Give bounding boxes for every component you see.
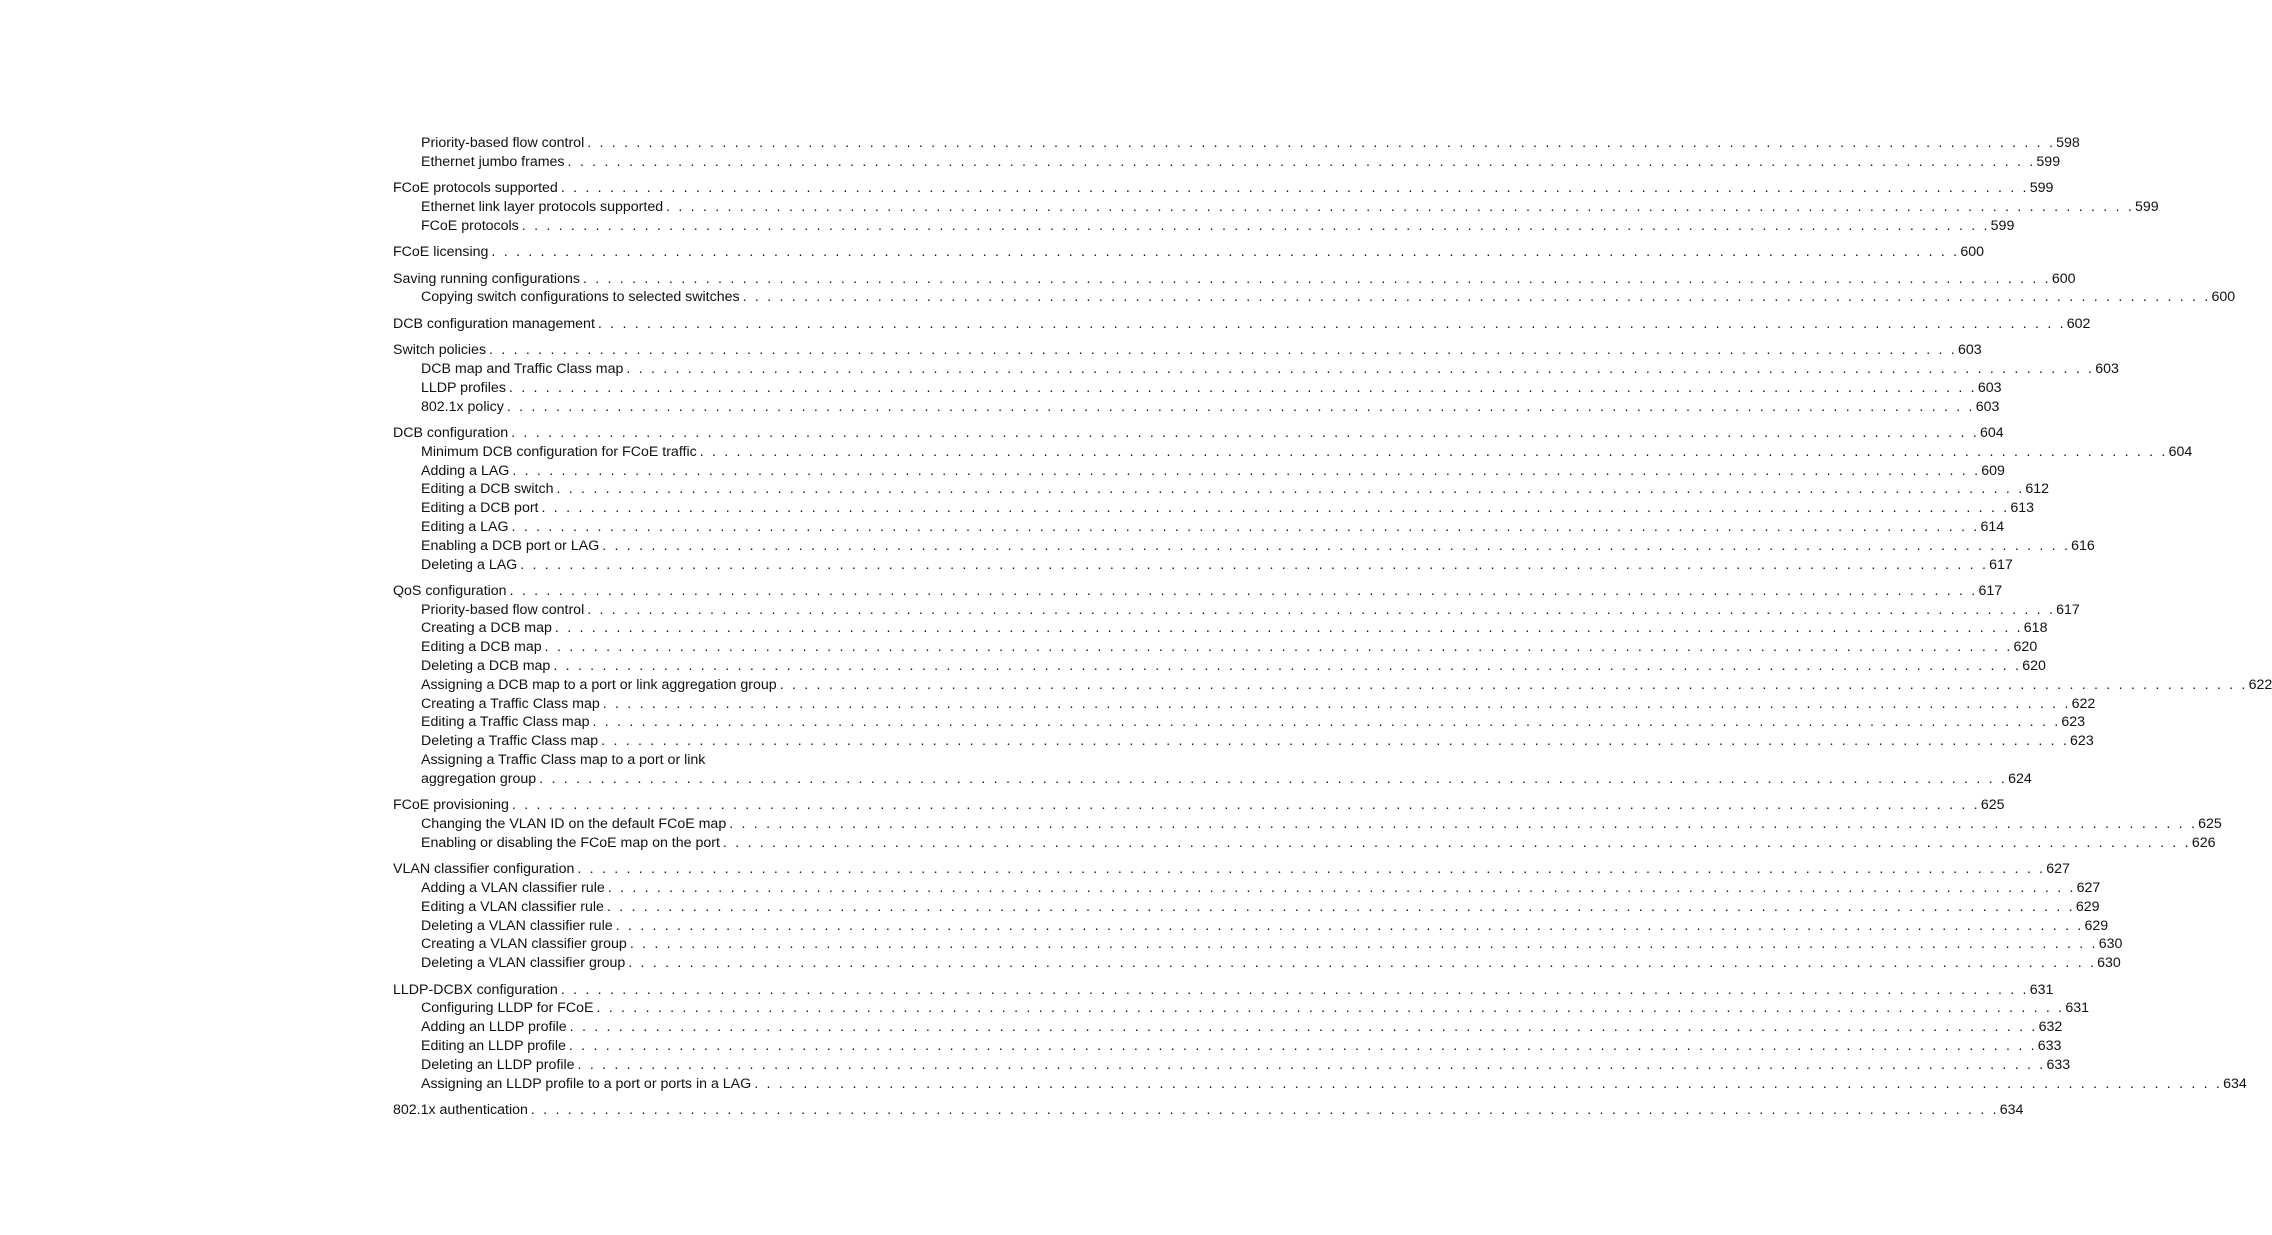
dot-leader: . . . . . . . . . . . . . . . . . . . . . . . . . . . . . . . . . . . . . . . . . . . . . . . . . . . . . . . . . . . . . . . . . . . . . . . . . . . . . . . . . . . . . . . . . . . . . . . . . . . . . . . . . . . . . . . . . . . . . . . .	[554, 620, 2023, 637]
toc-subentry[interactable]	[393, 815, 2222, 834]
toc-page-number: 630	[2098, 936, 2123, 953]
toc-entry-title: Creating a DCB map	[421, 620, 552, 637]
dot-leader: . . . . . . . . . . . . . . . . . . . . . . . . . . . . . . . . . . . . . . . . . . . . . . . . . . . . . . . . . . . . . . . . . . . . . . . . . . . . . . . . . . . . . . . . . . . . . . . . . . . . . . . . . . . . . . . . . . . . . . . .	[628, 955, 2097, 972]
toc-entry[interactable]	[393, 341, 1982, 360]
toc-entry-title: Deleting a LAG	[421, 556, 518, 573]
toc-entry[interactable]	[393, 582, 2003, 601]
toc-group	[393, 243, 1984, 262]
toc-entry-title: Deleting a VLAN classifier group	[421, 955, 626, 972]
toc-page-number: 622	[2248, 676, 2272, 693]
toc-entry-title: Ethernet jumbo frames	[421, 153, 565, 170]
toc-page-number: 629	[2084, 917, 2109, 934]
toc-entry-title: Configuring LLDP for FCoE	[421, 1000, 594, 1017]
toc-subentry[interactable]	[393, 834, 2216, 853]
toc-page-number: 599	[2135, 198, 2159, 215]
toc-page-number: 600	[2211, 289, 2236, 306]
dot-leader: . . . . . . . . . . . . . . . . . . . . . . . . . . . . . . . . . . . . . . . . . . . . . . . . . . . . . . . . . . . . . . . . . . . . . . . . . . . . . . . . . . . . . . . . . . . . . . . . . . . . . . . . . . . . . . . . . . . . . . . .	[569, 1019, 2038, 1036]
toc-page-number: 625	[2198, 816, 2222, 833]
dot-leader: . . . . . . . . . . . . . . . . . . . . . . . . . . . . . . . . . . . . . . . . . . . . . . . . . . . . . . . . . . . . . . . . . . . . . . . . . . . . . . . . . . . . . . . . . . . . . . . . . . . . . . . . . . . . . . . . . . . . . . . .	[577, 1056, 2046, 1073]
toc-entry-title: Editing a LAG	[421, 518, 509, 535]
toc-entry-title: LLDP-DCBX configuration	[393, 981, 558, 998]
toc-page-number: 627	[2046, 861, 2070, 878]
toc-page-number: 599	[2036, 153, 2061, 170]
toc-page-number: 602	[2066, 315, 2091, 332]
toc-page-number: 625	[1980, 797, 2005, 814]
dot-leader: . . . . . . . . . . . . . . . . . . . . . . . . . . . . . . . . . . . . . . . . . . . . . . . . . . . . . . . . . . . . . . . . . . . . . . . . . . . . . . . . . . . . . . . . . . . . . . . . . . . . . . . . . . . . . . . . . . . . . . . .	[607, 880, 2076, 897]
dot-leader: . . . . . . . . . . . . . . . . . . . . . . . . . . . . . . . . . . . . . . . . . . . . . . . . . . . . . . . . . . . . . . . . . . . . . . . . . . . . . . . . . . . . . . . . . . . . . . . . . . . . . . . . . . . . . . . . . . . . . . . .	[629, 936, 2098, 953]
toc-page-number: 622	[2071, 695, 2096, 712]
toc-page-number: 600	[2051, 270, 2076, 287]
toc-page-number: 631	[2029, 981, 2054, 998]
toc-entry-title: Editing a Traffic Class map	[421, 714, 590, 731]
toc-entry-title: Deleting an LLDP profile	[421, 1056, 575, 1073]
dot-leader: . . . . . . . . . . . . . . . . . . . . . . . . . . . . . . . . . . . . . . . . . . . . . . . . . . . . . . . . . . . . . . . . . . . . . . . . . . . . . . . . . . . . . . . . . . . . . . . . . . . . . . . . . . . . . . . . . . . . . . . .	[560, 180, 2029, 197]
toc-subentry[interactable]	[393, 898, 2100, 917]
toc-subentry[interactable]	[393, 676, 2272, 695]
dot-leader: . . . . . . . . . . . . . . . . . . . . . . . . . . . . . . . . . . . . . . . . . . . . . . . . . . . . . . . . . . . . . . . . . . . . . . . . . . . . . . . . . . . . . . . . . . . . . . . . . . . . . . . . . . . . . . . . . . . . . . . .	[509, 582, 1978, 599]
toc-entry-title: Deleting a Traffic Class map	[421, 733, 599, 750]
toc-entry-title: Changing the VLAN ID on the default FCoE map	[421, 816, 727, 833]
dot-leader: . . . . . . . . . . . . . . . . . . . . . . . . . . . . . . . . . . . . . . . . . . . . . . . . . . . . . . . . . . . . . . . . . . . . . . . . . . . . . . . . . . . . . . . . . . . . . . . . . . . . . . . . . . . . . . . . . . . . . . . .	[602, 537, 2071, 554]
toc-page-number: 633	[2037, 1038, 2062, 1054]
toc-entry-title: Editing a DCB switch	[421, 481, 554, 498]
toc-entry-title: Enabling a DCB port or LAG	[421, 537, 600, 554]
toc-entry-title: Adding a LAG	[421, 462, 510, 479]
toc-entry-title: Editing a VLAN classifier rule	[421, 898, 604, 915]
toc-entry-title: Priority-based flow control	[421, 601, 585, 618]
toc-entry-title: Adding an LLDP profile	[421, 1019, 567, 1036]
toc-entry-title: LLDP profiles	[421, 379, 506, 396]
toc-subentry[interactable]	[393, 695, 2096, 714]
toc-entry[interactable]	[393, 270, 2076, 289]
toc-page-number: 623	[2070, 733, 2094, 750]
toc-page-number: 603	[1977, 379, 2002, 396]
toc-page-number: 612	[2025, 481, 2050, 498]
toc-page-number: 599	[2029, 180, 2054, 197]
toc-page-number: 627	[2076, 880, 2101, 897]
toc-subentry[interactable]	[393, 1037, 2062, 1056]
toc-subentry[interactable]	[393, 134, 2080, 153]
toc-subentry[interactable]	[393, 537, 2095, 556]
dot-leader: . . . . . . . . . . . . . . . . . . . . . . . . . . . . . . . . . . . . . . . . . . . . . . . . . . . . . . . . . . . . . . . . . . . . . . . . . . . . . . . . . . . . . . . . . . . . . . . . . . . . . . . . . . . . . . . . . . . . . . . .	[606, 898, 2075, 915]
toc-entry-title: VLAN classifier configuration	[393, 861, 575, 878]
toc-group	[393, 424, 2193, 574]
dot-leader: . . . . . . . . . . . . . . . . . . . . . . . . . . . . . . . . . . . . . . . . . . . . . . . . . . . . . . . . . . . . . . . . . . . . . . . . . . . . . . . . . . . . . . . . . . . . . . . . . . . . . . . . . . . . . . . . . . . . . . . .	[511, 518, 1980, 535]
toc-entry-title: DCB configuration	[393, 424, 509, 441]
toc-entry-title: Editing a DCB port	[421, 500, 539, 517]
toc-entry[interactable]	[393, 424, 2004, 443]
dot-leader: . . . . . . . . . . . . . . . . . . . . . . . . . . . . . . . . . . . . . . . . . . . . . . . . . . . . . . . . . . . . . . . . . . . . . . . . . . . . . . . . . . . . . . . . . . . . . . . . . . . . . . . . . . . . . . . . . . . . . . . .	[539, 770, 2008, 787]
dot-leader: . . . . . . . . . . . . . . . . . . . . . . . . . . . . . . . . . . . . . . . . . . . . . . . . . . . . . . . . . . . . . . . . . . . . . . . . . . . . . . . . . . . . . . . . . . . . . . . . . . . . . . . . . . . . . . . . . . . . . . . .	[508, 379, 1977, 396]
toc-subentry[interactable]	[393, 462, 2005, 481]
dot-leader: . . . . . . . . . . . . . . . . . . . . . . . . . . . . . . . . . . . . . . . . . . . . . . . . . . . . . . . . . . . . . . . . . . . . . . . . . . . . . . . . . . . . . . . . . . . . . . . . . . . . . . . . . . . . . . . . . . . . . . . .	[666, 198, 2134, 215]
dot-leader: . . . . . . . . . . . . . . . . . . . . . . . . . . . . . . . . . . . . . . . . . . . . . . . . . . . . . . . . . . . . . . . . . . . . . . . . . . . . . . . . . . . . . . . . . . . . . . . . . . . . . . . . . . . . . . . . . . . . . . . .	[506, 398, 1975, 415]
toc-entry-title: Switch policies	[393, 342, 487, 359]
toc-entry-title: aggregation group	[421, 770, 537, 787]
toc-page-number: 624	[2008, 770, 2032, 787]
toc-page-number: 617	[1978, 582, 2003, 599]
toc-group	[393, 341, 2119, 416]
dot-leader: . . . . . . . . . . . . . . . . . . . . . . . . . . . . . . . . . . . . . . . . . . . . . . . . . . . . . . . . . . . . . . . . . . . . . . . . . . . . . . . . . . . . . . . . . . . . . . . . . . . . . . . . . . . . . . . . . . . . . . . .	[779, 676, 2248, 693]
toc-entry-title: Deleting a VLAN classifier rule	[421, 917, 613, 934]
toc-entry-title: Assigning an LLDP profile to a port or ports in a LAG	[421, 1075, 752, 1092]
toc-entry-title: Priority-based flow control	[421, 135, 585, 151]
toc-subentry[interactable]	[393, 657, 2046, 676]
dot-leader: . . . . . . . . . . . . . . . . . . . . . . . . . . . . . . . . . . . . . . . . . . . . . . . . . . . . . . . . . . . . . . . . . . . . . . . . . . . . . . . . . . . . . . . . . . . . . . . . . . . . . . . . . . . . . . . . . . . . . . . .	[511, 424, 1980, 441]
toc-subentry[interactable]	[393, 518, 2005, 537]
toc-entry-title: Adding a VLAN classifier rule	[421, 880, 605, 897]
toc-entry-title: Creating a VLAN classifier group	[421, 936, 627, 953]
toc-subentry[interactable]	[393, 379, 2002, 398]
toc-entry-title: FCoE protocols	[421, 217, 519, 234]
toc-entry-title: FCoE provisioning	[393, 797, 509, 814]
dot-leader: . . . . . . . . . . . . . . . . . . . . . . . . . . . . . . . . . . . . . . . . . . . . . . . . . . . . . . . . . . . . . . . . . . . . . . . . . . . . . . . . . . . . . . . . . . . . . . . . . . . . . . . . . . . . . . . . . . . . . . . .	[556, 481, 2025, 498]
toc-subentry[interactable]	[393, 935, 2123, 954]
toc-group	[393, 860, 2123, 973]
dot-leader: . . . . . . . . . . . . . . . . . . . . . . . . . . . . . . . . . . . . . . . . . . . . . . . . . . . . . . . . . . . . . . . . . . . . . . . . . . . . . . . . . . . . . . . . . . . . . . . . . . . . . . . . . . . . . . . . . . . . . . . .	[577, 861, 2046, 878]
toc-entry[interactable]	[393, 315, 2091, 334]
toc-subentry[interactable]	[393, 619, 2048, 638]
toc-subentry[interactable]	[393, 770, 2032, 789]
toc-page-number: 632	[2038, 1019, 2063, 1036]
toc-entry-title: 802.1x authentication	[393, 1101, 528, 1118]
toc-page-number: 629	[2075, 898, 2100, 915]
toc-subentry[interactable]	[393, 732, 2094, 751]
toc-subentry[interactable]	[393, 1075, 2247, 1094]
toc-page-number: 600	[1960, 244, 1984, 261]
toc-subentry[interactable]	[393, 879, 2101, 898]
toc-subentry[interactable]	[393, 1018, 2063, 1037]
dot-leader: . . . . . . . . . . . . . . . . . . . . . . . . . . . . . . . . . . . . . . . . . . . . . . . . . . . . . . . . . . . . . . . . . . . . . . . . . . . . . . . . . . . . . . . . . . . . . . . . . . . . . . . . . . . . . . . . . . . . . . . .	[544, 639, 2013, 656]
toc-entry[interactable]	[393, 179, 2054, 198]
toc-group	[393, 981, 2247, 1094]
dot-leader: . . . . . . . . . . . . . . . . . . . . . . . . . . . . . . . . . . . . . . . . . . . . . . . . . . . . . . . . . . . . . . . . . . . . . . . . . . . . . . . . . . . . . . . . . . . . . . . . . . . . . . . . . . . . . . . . . . . . . . . .	[596, 1000, 2065, 1017]
dot-leader: . . . . . . . . . . . . . . . . . . . . . . . . . . . . . . . . . . . . . . . . . . . . . . . . . . . . . . . . . . . . . . . . . . . . . . . . . . . . . . . . . . . . . . . . . . . . . . . . . . . . . . . . . . . . . . . . . . . . . . . .	[491, 244, 1960, 261]
toc-entry[interactable]	[393, 860, 2070, 879]
toc-entry-title: 802.1x policy	[421, 398, 504, 415]
dot-leader: . . . . . . . . . . . . . . . . . . . . . . . . . . . . . . . . . . . . . . . . . . . . . . . . . . . . . . . . . . . . . . . . . . . . . . . . . . . . . . . . . . . . . . . . . . . . . . . . . . . . . . . . . . . . . . . . . . . . . . . .	[754, 1075, 2223, 1092]
toc-page-number: 620	[2022, 658, 2046, 675]
toc-subentry[interactable]	[393, 917, 2109, 936]
dot-leader: . . . . . . . . . . . . . . . . . . . . . . . . . . . . . . . . . . . . . . . . . . . . . . . . . . . . . . . . . . . . . . . . . . . . . . . . . . . . . . . . . . . . . . . . . . . . . . . . . . . . . . . . . . . . . . . . . . . . . . . .	[530, 1101, 1999, 1118]
toc-page-number: 618	[2023, 620, 2048, 637]
toc-subentry[interactable]	[393, 499, 2035, 518]
toc-entry-title: Assigning a DCB map to a port or link aggregation group	[421, 676, 777, 693]
dot-leader: . . . . . . . . . . . . . . . . . . . . . . . . . . . . . . . . . . . . . . . . . . . . . . . . . . . . . . . . . . . . . . . . . . . . . . . . . . . . . . . . . . . . . . . . . . . . . . . . . . . . . . . . . . . . . . . . . . . . . . . .	[615, 917, 2084, 934]
toc-group	[393, 1101, 2024, 1120]
toc-page-number: 617	[2056, 601, 2080, 618]
toc-entry-title: Copying switch configurations to selected switches	[421, 289, 740, 306]
toc-page-number: 599	[1990, 217, 2015, 234]
dot-leader: . . . . . . . . . . . . . . . . . . . . . . . . . . . . . . . . . . . . . . . . . . . . . . . . . . . . . . . . . . . . . . . . . . . . . . . . . . . . . . . . . . . . . . . . . . . . . . . . . . . . . . . . . . . . . . . . . . . . . . . .	[512, 462, 1981, 479]
toc-subentry[interactable]	[393, 638, 2038, 657]
toc-entry-title: Minimum DCB configuration for FCoE traffic	[421, 443, 697, 460]
toc-entry-title: FCoE licensing	[393, 244, 489, 261]
toc-page-number: 603	[2095, 360, 2119, 377]
toc-page-number: 634	[2223, 1075, 2247, 1092]
toc-page-number: 603	[1957, 342, 1982, 359]
toc-subentry[interactable]	[393, 398, 2000, 417]
toc-entry[interactable]	[393, 243, 1984, 262]
dot-leader: . . . . . . . . . . . . . . . . . . . . . . . . . . . . . . . . . . . . . . . . . . . . . . . . . . . . . . . . . . . . . . . . . . . . . . . . . . . . . . . . . . . . . . . . . . . . . . . . . . . . . . . . . . . . . . . . . . . . . . . .	[722, 834, 2191, 851]
dot-leader: . . . . . . . . . . . . . . . . . . . . . . . . . . . . . . . . . . . . . . . . . . . . . . . . . . . . . . . . . . . . . . . . . . . . . . . . . . . . . . . . . . . . . . . . . . . . . . . . . . . . . . . . . . . . . . . . . . . . . . . .	[553, 658, 2022, 675]
toc-page-number: 634	[1999, 1101, 2024, 1118]
toc-entry-title: QoS configuration	[393, 582, 507, 599]
toc-subentry[interactable]	[393, 198, 2159, 217]
toc-page-number: 613	[2010, 500, 2035, 517]
toc-entry-title: DCB map and Traffic Class map	[421, 360, 624, 377]
table-of-contents	[393, 134, 2272, 1127]
toc-group	[393, 796, 2222, 852]
toc-page-number: 617	[1989, 556, 2013, 573]
dot-leader: . . . . . . . . . . . . . . . . . . . . . . . . . . . . . . . . . . . . . . . . . . . . . . . . . . . . . . . . . . . . . . . . . . . . . . . . . . . . . . . . . . . . . . . . . . . . . . . . . . . . . . . . . . . . . . . . . . . . . . . .	[597, 315, 2066, 332]
dot-leader: . . . . . . . . . . . . . . . . . . . . . . . . . . . . . . . . . . . . . . . . . . . . . . . . . . . . . . . . . . . . . . . . . . . . . . . . . . . . . . . . . . . . . . . . . . . . . . . . . . . . . . . . . . . . . . . . . . . . . . . .	[592, 714, 2061, 731]
toc-page-number: 604	[2168, 443, 2193, 460]
dot-leader: . . . . . . . . . . . . . . . . . . . . . . . . . . . . . . . . . . . . . . . . . . . . . . . . . . . . . . . . . . . . . . . . . . . . . . . . . . . . . . . . . . . . . . . . . . . . . . . . . . . . . . . . . . . . . . . . . . . . . . . .	[511, 797, 1980, 814]
toc-subentry[interactable]	[393, 153, 2061, 172]
toc-subentry[interactable]	[393, 999, 2090, 1018]
toc-entry[interactable]	[393, 981, 2054, 1000]
dot-leader: . . . . . . . . . . . . . . . . . . . . . . . . . . . . . . . . . . . . . . . . . . . . . . . . . . . . . . . . . . . . . . . . . . . . . . . . . . . . . . . . . . . . . . . . . . . . . . . . . . . . . . . . . . . . . . . . . . . . . . . .	[520, 556, 1989, 573]
toc-page-number: 620	[2013, 639, 2038, 656]
toc-subentry[interactable]	[393, 480, 2050, 499]
toc-group	[393, 270, 2236, 308]
dot-leader: . . . . . . . . . . . . . . . . . . . . . . . . . . . . . . . . . . . . . . . . . . . . . . . . . . . . . . . . . . . . . . . . . . . . . . . . . . . . . . . . . . . . . . . . . . . . . . . . . . . . . . . . . . . . . . . . . . . . . . . .	[587, 135, 2056, 151]
toc-page-number: 616	[2071, 537, 2095, 554]
toc-page-number: 633	[2046, 1056, 2071, 1073]
dot-leader: . . . . . . . . . . . . . . . . . . . . . . . . . . . . . . . . . . . . . . . . . . . . . . . . . . . . . . . . . . . . . . . . . . . . . . . . . . . . . . . . . . . . . . . . . . . . . . . . . . . . . . . . . . . . . . . . . . . . . . . .	[560, 981, 2029, 998]
dot-leader: . . . . . . . . . . . . . . . . . . . . . . . . . . . . . . . . . . . . . . . . . . . . . . . . . . . . . . . . . . . . . . . . . . . . . . . . . . . . . . . . . . . . . . . . . . . . . . . . . . . . . . . . . . . . . . . . . . . . . . . .	[568, 1038, 2037, 1054]
dot-leader: . . . . . . . . . . . . . . . . . . . . . . . . . . . . . . . . . . . . . . . . . . . . . . . . . . . . . . . . . . . . . . . . . . . . . . . . . . . . . . . . . . . . . . . . . . . . . . . . . . . . . . . . . . . . . . . . . . . . . . . .	[601, 733, 2070, 750]
toc-entry-title: DCB configuration management	[393, 315, 595, 332]
dot-leader: . . . . . . . . . . . . . . . . . . . . . . . . . . . . . . . . . . . . . . . . . . . . . . . . . . . . . . . . . . . . . . . . . . . . . . . . . . . . . . . . . . . . . . . . . . . . . . . . . . . . . . . . . . . . . . . . . . . . . . . .	[521, 217, 1990, 234]
toc-group	[393, 134, 2080, 172]
toc-subentry[interactable]	[393, 954, 2121, 973]
toc-group	[393, 315, 2091, 334]
dot-leader: . . . . . . . . . . . . . . . . . . . . . . . . . . . . . . . . . . . . . . . . . . . . . . . . . . . . . . . . . . . . . . . . . . . . . . . . . . . . . . . . . . . . . . . . . . . . . . . . . . . . . . . . . . . . . . . . . . . . . . . .	[541, 500, 2010, 517]
toc-page-number: 604	[1980, 424, 2004, 441]
dot-leader: . . . . . . . . . . . . . . . . . . . . . . . . . . . . . . . . . . . . . . . . . . . . . . . . . . . . . . . . . . . . . . . . . . . . . . . . . . . . . . . . . . . . . . . . . . . . . . . . . . . . . . . . . . . . . . . . . . . . . . . .	[582, 270, 2051, 287]
toc-subentry[interactable]	[393, 443, 2193, 462]
dot-leader: . . . . . . . . . . . . . . . . . . . . . . . . . . . . . . . . . . . . . . . . . . . . . . . . . . . . . . . . . . . . . . . . . . . . . . . . . . . . . . . . . . . . . . . . . . . . . . . . . . . . . . . . . . . . . . . . . . . . . . . .	[489, 342, 1957, 359]
dot-leader: . . . . . . . . . . . . . . . . . . . . . . . . . . . . . . . . . . . . . . . . . . . . . . . . . . . . . . . . . . . . . . . . . . . . . . . . . . . . . . . . . . . . . . . . . . . . . . . . . . . . . . . . . . . . . . . . . . . . . . . .	[587, 601, 2056, 618]
toc-subentry[interactable]	[393, 288, 2236, 307]
toc-page-number: 609	[1981, 462, 2005, 479]
toc-entry-title: Editing an LLDP profile	[421, 1038, 566, 1054]
toc-entry-title: FCoE protocols supported	[393, 180, 558, 197]
toc-entry-title: Ethernet link layer protocols supported	[421, 198, 664, 215]
toc-entry-title: Enabling or disabling the FCoE map on the port	[421, 834, 720, 851]
toc-entry-title: Saving running configurations	[393, 270, 580, 287]
toc-entry[interactable]	[393, 1101, 2024, 1120]
toc-page-number: 626	[2191, 834, 2216, 851]
dot-leader: . . . . . . . . . . . . . . . . . . . . . . . . . . . . . . . . . . . . . . . . . . . . . . . . . . . . . . . . . . . . . . . . . . . . . . . . . . . . . . . . . . . . . . . . . . . . . . . . . . . . . . . . . . . . . . . . . . . . . . . .	[729, 816, 2198, 833]
toc-group	[393, 179, 2159, 235]
dot-leader: . . . . . . . . . . . . . . . . . . . . . . . . . . . . . . . . . . . . . . . . . . . . . . . . . . . . . . . . . . . . . . . . . . . . . . . . . . . . . . . . . . . . . . . . . . . . . . . . . . . . . . . . . . . . . . . . . . . . . . . .	[602, 695, 2071, 712]
toc-subentry[interactable]	[393, 217, 2015, 236]
toc-subentry[interactable]	[393, 556, 2013, 575]
dot-leader: . . . . . . . . . . . . . . . . . . . . . . . . . . . . . . . . . . . . . . . . . . . . . . . . . . . . . . . . . . . . . . . . . . . . . . . . . . . . . . . . . . . . . . . . . . . . . . . . . . . . . . . . . . . . . . . . . . . . . . . .	[742, 289, 2211, 306]
dot-leader: . . . . . . . . . . . . . . . . . . . . . . . . . . . . . . . . . . . . . . . . . . . . . . . . . . . . . . . . . . . . . . . . . . . . . . . . . . . . . . . . . . . . . . . . . . . . . . . . . . . . . . . . . . . . . . . . . . . . . . . .	[626, 360, 2095, 377]
toc-entry[interactable]	[393, 796, 2005, 815]
toc-entry-title: Creating a Traffic Class map	[421, 695, 600, 712]
toc-page-number: 631	[2065, 1000, 2090, 1017]
toc-group	[393, 582, 2272, 789]
toc-page-number: 630	[2097, 955, 2121, 972]
toc-entry-title-line[interactable]: Assigning a Traffic Class map to a port or link	[421, 752, 706, 769]
toc-page-number: 603	[1975, 398, 2000, 415]
toc-subentry[interactable]	[393, 713, 2086, 732]
toc-entry-title: Editing a DCB map	[421, 639, 542, 656]
toc-page-number: 598	[2056, 135, 2080, 151]
toc-page-number: 614	[1980, 518, 2005, 535]
toc-subentry[interactable]	[393, 360, 2119, 379]
dot-leader: . . . . . . . . . . . . . . . . . . . . . . . . . . . . . . . . . . . . . . . . . . . . . . . . . . . . . . . . . . . . . . . . . . . . . . . . . . . . . . . . . . . . . . . . . . . . . . . . . . . . . . . . . . . . . . . . . . . . . . . .	[567, 153, 2036, 170]
toc-entry-title: Deleting a DCB map	[421, 658, 551, 675]
dot-leader: . . . . . . . . . . . . . . . . . . . . . . . . . . . . . . . . . . . . . . . . . . . . . . . . . . . . . . . . . . . . . . . . . . . . . . . . . . . . . . . . . . . . . . . . . . . . . . . . . . . . . . . . . . . . . . . . . . . . . . . .	[699, 443, 2168, 460]
toc-page-number: 623	[2061, 714, 2086, 731]
toc-subentry[interactable]	[393, 601, 2080, 620]
toc-subentry[interactable]	[393, 1056, 2071, 1075]
